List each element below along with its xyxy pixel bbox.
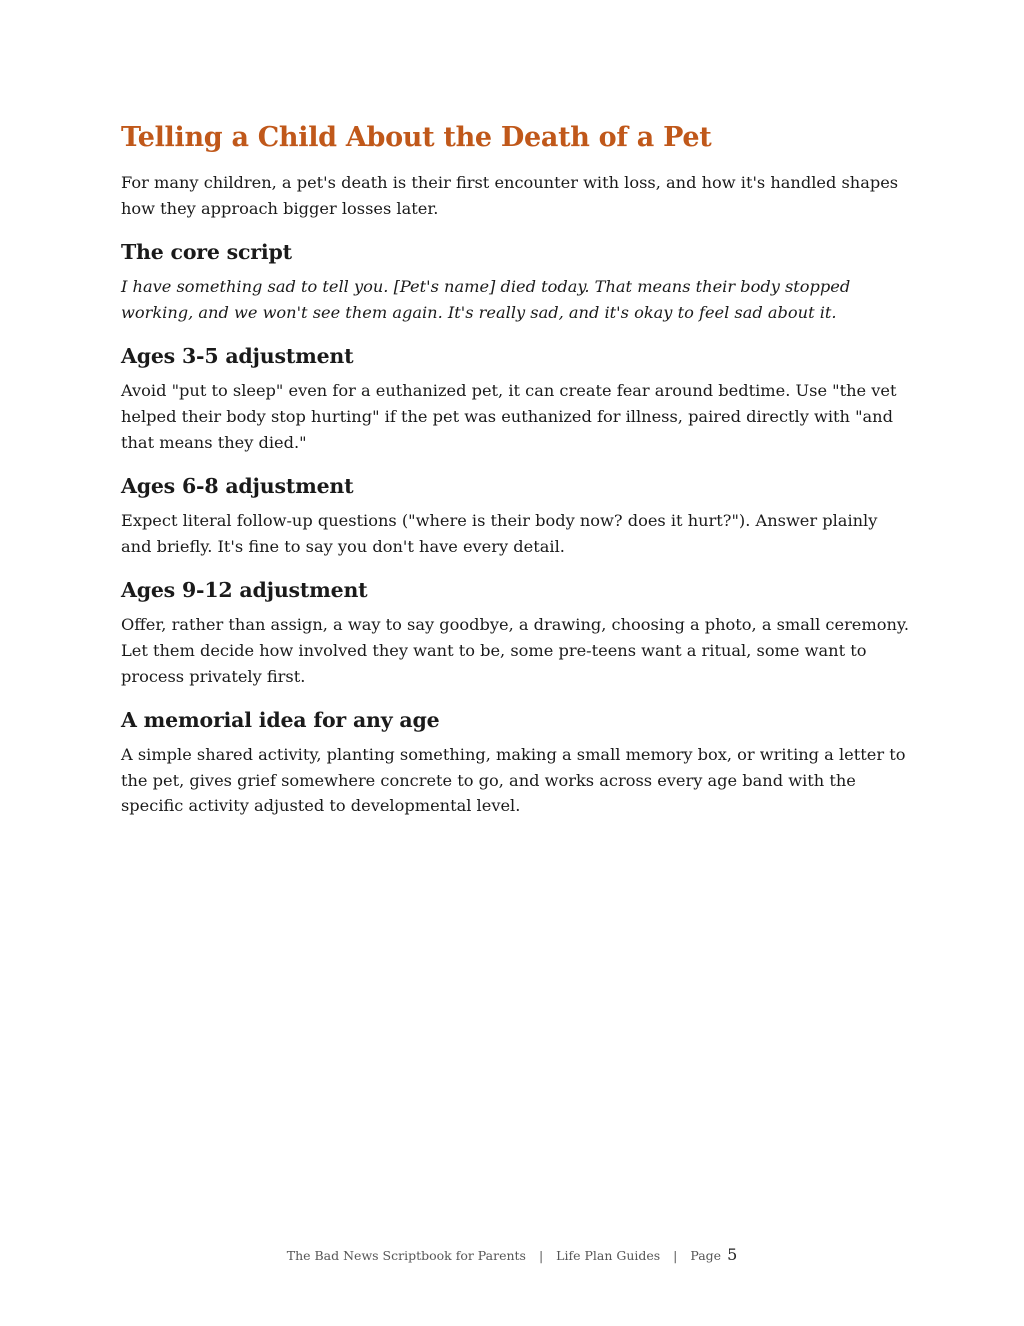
- section-heading: A memorial idea for any age: [121, 708, 440, 733]
- page-footer: [0, 1244, 1024, 1267]
- footer-separator: |: [673, 1248, 678, 1263]
- section-body: Offer, rather than assign, a way to say goodbye, a drawing, choosing a photo, a small ceremony. Let them decide how involved they want to be, some pre-teens want a ritual, some want to process privately first.: [121, 615, 910, 686]
- section-core-script: [121, 237, 911, 325]
- page-title: Telling a Child About the Death of a Pet: [121, 122, 712, 153]
- footer-publisher: Life Plan Guides: [556, 1248, 661, 1263]
- footer-separator: |: [538, 1248, 544, 1263]
- section-heading: Ages 9-12 adjustment: [121, 578, 368, 603]
- footer-book-title: The Bad News Scriptbook for Parents: [286, 1248, 526, 1263]
- section-body: Avoid "put to sleep" even for a euthanized pet, it can create fear around bedtime. Use "the vet helped their body stop hurting" if the pet was euthanized for illness, paired directly with "and that means they died.": [121, 381, 897, 452]
- section-heading: Ages 6-8 adjustment: [121, 474, 354, 499]
- section-body: A simple shared activity, planting something, making a small memory box, or writing a letter to the pet, gives grief somewhere concrete to go, and works across every age band with the specific activity adjusted to developmental level.: [121, 745, 906, 816]
- section-ages-9-12: [121, 575, 911, 689]
- core-script-quote: I have something sad to tell you. [Pet's name] died today. That means their body stopped working, and we won't see them again. It's really sad, and it's okay to feel sad about it.: [121, 277, 851, 322]
- section-memorial-idea: [121, 705, 911, 819]
- section-ages-3-5: [121, 341, 911, 455]
- section-heading: Ages 3-5 adjustment: [121, 344, 354, 369]
- section-heading: The core script: [121, 240, 292, 265]
- page-content: [121, 118, 911, 835]
- section-ages-6-8: [121, 471, 911, 559]
- intro-paragraph: For many children, a pet's death is their first encounter with loss, and how it's handled shapes how they approach bigger losses later.: [121, 173, 899, 218]
- footer-page-number: 5: [727, 1245, 738, 1264]
- footer-page-label: Page: [690, 1248, 722, 1263]
- section-body: Expect literal follow-up questions ("where is their body now? does it hurt?"). Answer plainly and briefly. It's fine to say you don't have every detail.: [121, 511, 878, 556]
